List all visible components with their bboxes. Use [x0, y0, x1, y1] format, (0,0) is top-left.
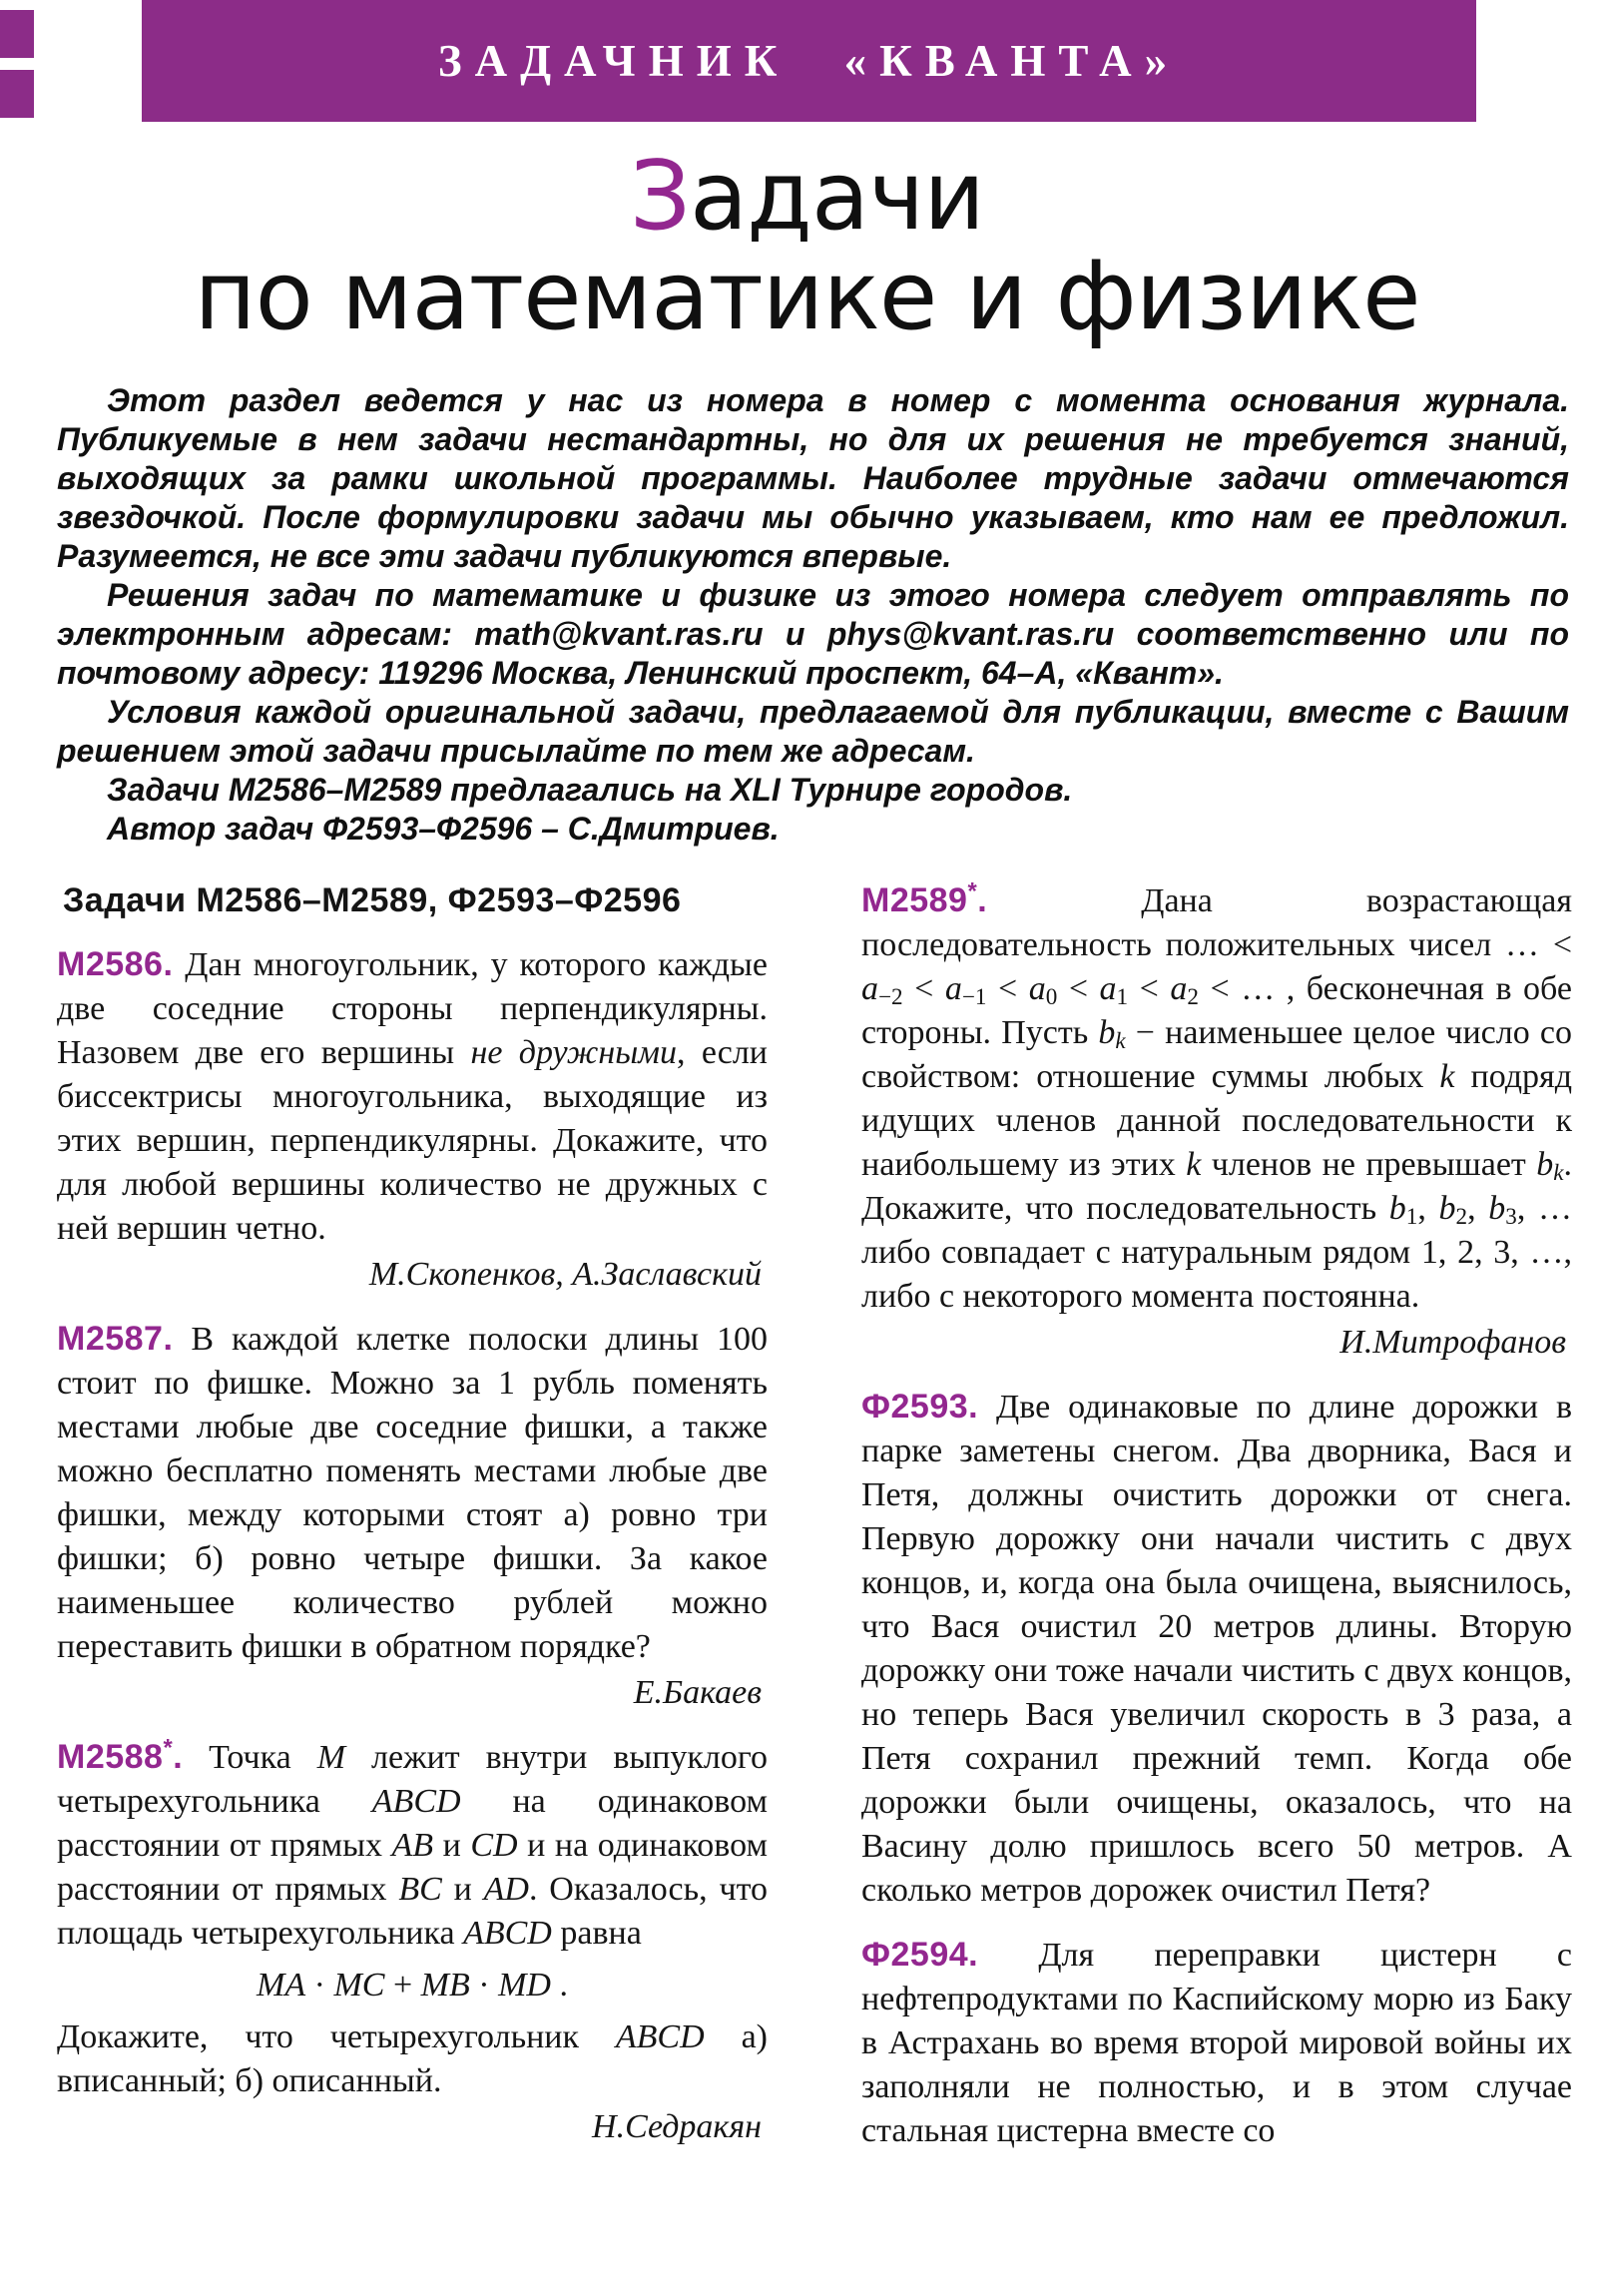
problem-number-dot: .	[173, 1737, 184, 1776]
problem-number-dot: .	[163, 944, 174, 983]
content-columns	[57, 878, 1572, 2153]
problem-m2587-author: Е.Бакаев	[633, 1673, 762, 1711]
problem-star: *	[967, 877, 978, 905]
section-banner	[142, 0, 1476, 122]
problem-star: *	[163, 1734, 174, 1762]
intro-paragraph-5: Автор задач Ф2593–Ф2596 – С.Дмитриев.	[107, 810, 780, 847]
problem-number-text: Ф2593	[861, 1387, 969, 1426]
problem-m2589-text	[861, 878, 1572, 1319]
problem-number-text: М2589	[861, 880, 968, 919]
problem-m2588-text	[57, 1735, 768, 1956]
problem-f2593-body: Две одинаковые по длине дорожки в парке заметены снегом. Два дворника, Вася и Петя, должны очистить дорожки от снега. Первую дорожку они начали чистить с двух концов, и, когда она была очищена, выяснилось, что Вася очистил 20 метров длины. Вторую дорожку они тоже начали чистить с двух концов, но теперь Вася увеличил скорость в 3 раза, а Петя сохранил прежний темп. Когда обе дорожки были очищены, оказалось, что на Васину долю пришлось всего 50 метров. А сколько метров дорожек очистил Петя?	[861, 1388, 1572, 1909]
problem-f2594-body: Для переправки цистерн с нефтепродуктами по Каспийскому морю из Баку в Астрахань во время второй мировой войны их заполняли не полностью, и в этом случае стальная цистерна вместе со	[861, 1936, 1572, 2149]
page-title-line1-rest: адачи	[689, 142, 984, 252]
problem-m2586	[57, 942, 768, 1297]
problem-number-text: М2586	[57, 944, 164, 983]
problem-number-dot: .	[163, 1319, 174, 1358]
page-edge-mark-top	[0, 10, 34, 58]
problem-m2587	[57, 1317, 768, 1715]
problem-m2589-author: И.Митрофанов	[1339, 1323, 1566, 1361]
problem-m2587-body: В каждой клетке полоски длины 100 стоит по фишке. Можно за 1 рубль поменять местами любые две соседние фишки, а также можно бесплатно поменять местами любые две фишки, между которыми стоят а) ровно три фишки; б) ровно четыре фишки. За какое наименьшее количество рублей можно переставить фишки в обратном порядке?	[57, 1320, 768, 1665]
right-column	[861, 878, 1572, 2153]
problem-number-text: М2588	[57, 1737, 164, 1776]
problem-number-dot: .	[968, 1387, 979, 1426]
problem-m2588-text-continued: Докажите, что четырехугольник ABCD а) вписанный; б) описанный.	[57, 2017, 768, 2099]
problem-f2593-number	[861, 1388, 978, 1426]
page-title	[57, 142, 1557, 351]
problem-m2586-body: Дан многоугольник, у которого каждые две соседние стороны перпендикулярны. Назовем две его вершины не дружными, если биссектрисы многоугольника, выходящие из этих вершин, перпендикулярны. Докажите, что для любой вершины количество не дружных с ней вершин четно.	[57, 945, 769, 1247]
intro-paragraph-3: Условия каждой оригинальной задачи, предлагаемой для публикации, вместе с Вашим решением этой задачи присылайте по тем же адресам.	[57, 693, 1569, 769]
intro-block	[57, 381, 1569, 849]
problem-m2589	[861, 878, 1572, 1365]
problem-m2588-author: Н.Седракян	[592, 2107, 762, 2145]
left-column	[57, 878, 768, 2153]
problem-m2588-formula: MA · MC + MB · MD .	[257, 1966, 568, 2004]
page-edge-mark-bottom	[0, 70, 34, 118]
problem-number-dot: .	[977, 880, 988, 919]
intro-paragraph-2: Решения задач по математике и физике из этого номера следует отправлять по электронным адресам: math@kvant.ras.ru и phys@kvant.ras.ru соответственно или по почтовому адресу: 119296 Москва, Ленинский проспект, 64–А, «Квант».	[57, 576, 1569, 691]
problem-m2589-body: Дана возрастающая последовательность положительных чисел … < a−2 < a−1 < a0 < a1 < a2 < … , бесконечная в обе стороны. Пусть bk − наименьшее целое число со свойством: отношение суммы любых k подряд идущих членов данной последовательности к наибольшему из этих k членов не превышает bk. Докажите, что последовательность b1, b2, b3, … либо совпадает с натуральным рядом 1, 2, 3, …, либо с некоторого момента постоянна.	[861, 881, 1573, 1315]
problem-f2594-text	[861, 1933, 1572, 2153]
problem-m2589-number	[861, 877, 988, 919]
problem-m2588	[57, 1735, 768, 2149]
page-title-initial: З	[630, 142, 690, 252]
problem-m2587-number	[57, 1320, 173, 1358]
problem-number-text: М2587	[57, 1319, 164, 1358]
page-title-line2: по математике и физике	[194, 241, 1420, 351]
problems-list-header: Задачи М2586–М2589, Ф2593–Ф2596	[63, 880, 682, 919]
problem-m2588-number	[57, 1734, 184, 1776]
problem-f2593-text	[861, 1385, 1572, 1913]
intro-paragraph-4: Задачи М2586–М2589 предлагались на XLI Турнире городов.	[107, 771, 1073, 808]
problem-m2586-text	[57, 942, 768, 1251]
problem-number-text: Ф2594	[861, 1935, 969, 1974]
problem-f2593	[861, 1385, 1572, 1913]
problem-m2588-body: Точка М лежит внутри выпуклого четырехугольника ABCD на одинаковом расстоянии от прямых AB и CD и на одинаковом расстоянии от прямых BC и AD. Оказалось, что площадь четырехугольника ABCD равна	[57, 1738, 769, 1952]
page-title-line1	[630, 142, 984, 252]
problem-m2586-number	[57, 945, 173, 983]
problem-number-dot: .	[968, 1935, 979, 1974]
problem-m2586-author: М.Скопенков, А.Заславский	[368, 1255, 762, 1293]
intro-paragraph-1: Этот раздел ведется у нас из номера в номер с момента основания журнала. Публикуемые в нем задачи нестандартны, но для их решения не требуется знаний, выходящих за рамки школьной программы. Наиболее трудные задачи отмечаются звездочкой. После формулировки задачи мы обычно указываем, кто нам ее предложил. Разумеется, не все эти задачи публикуются впервые.	[57, 381, 1569, 574]
problem-f2594-number	[861, 1936, 978, 1974]
problem-f2594	[861, 1933, 1572, 2153]
section-banner-title: ЗАДАЧНИК «КВАНТА»	[437, 36, 1181, 86]
problem-m2587-text	[57, 1317, 768, 1669]
